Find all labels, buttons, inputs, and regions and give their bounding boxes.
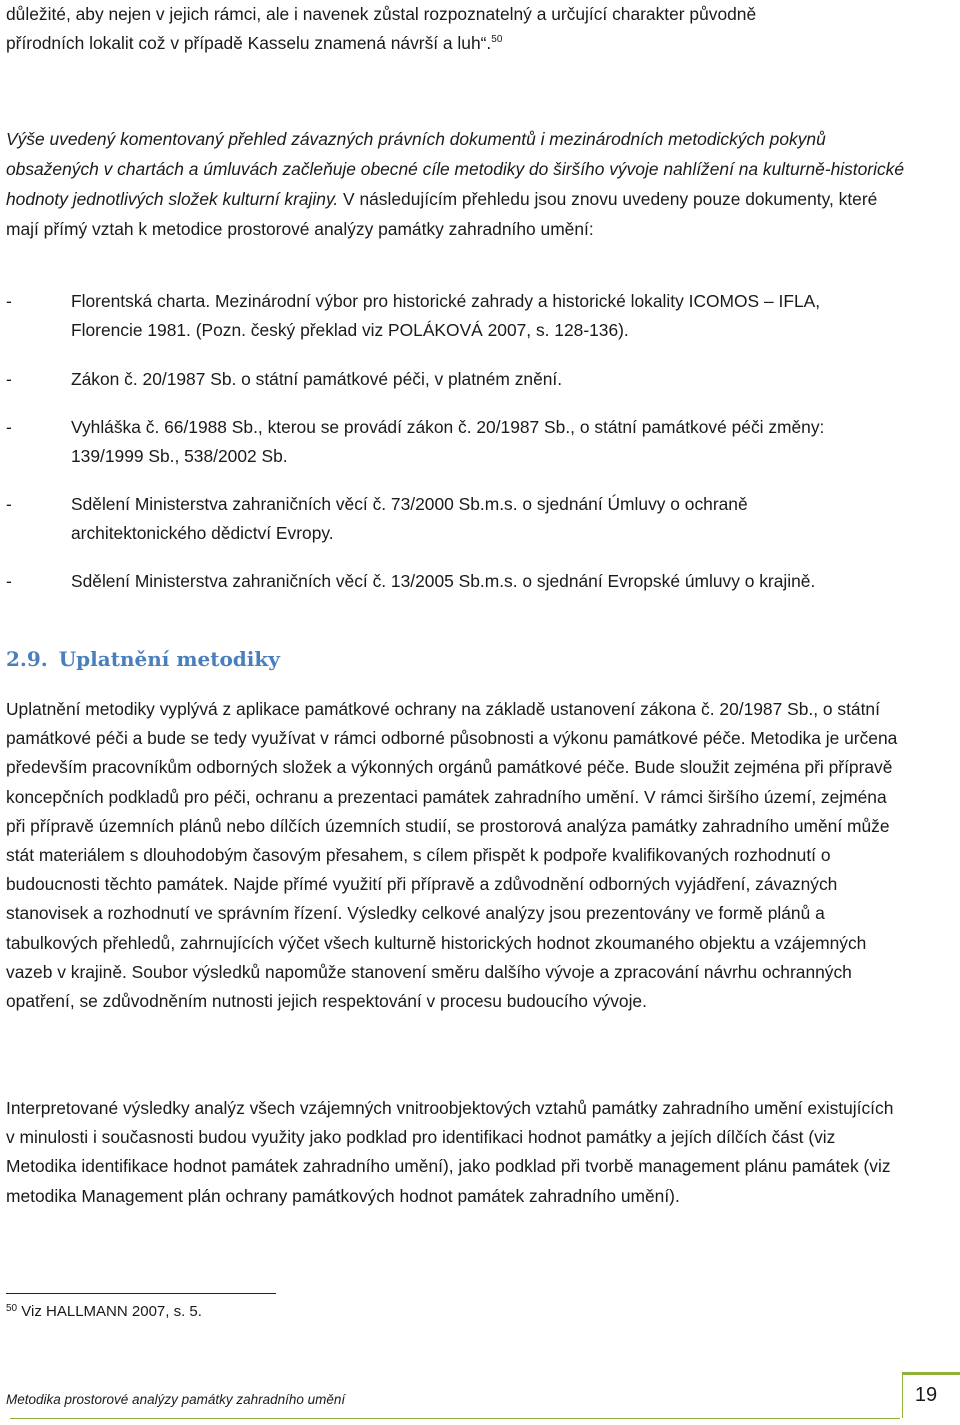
list-item-text: Florentská charta. Mezinárodní výbor pro historické zahrady a historické lokality ICOMOS – IFLA, Florencie 1981. (Pozn. český překlad viz POLÁKOVÁ 2007, s. 128-136). bbox=[71, 291, 821, 341]
list-dash: - bbox=[6, 291, 12, 311]
paragraph-line: důležité, aby nejen v jejich rámci, ale i navenek zůstal rozpoznatelný a určující charakter původně bbox=[6, 4, 757, 24]
paragraph-overview bbox=[6, 124, 906, 244]
list-item-text: Sdělení Ministerstva zahraničních věcí č. 73/2000 Sb.m.s. o sjednání Úmluvy o ochraně architektonického dědictví Evropy. bbox=[71, 494, 748, 544]
footnote-separator bbox=[6, 1293, 276, 1294]
page-number: 19 bbox=[914, 1384, 938, 1406]
footnote bbox=[6, 1300, 202, 1324]
list-item-text: Vyhláška č. 66/1988 Sb., kterou se provádí zákon č. 20/1987 Sb., o státní památkové péči změny: 139/1999 Sb., 538/2002 Sb. bbox=[71, 417, 825, 467]
section-number: 2.9. bbox=[6, 647, 48, 671]
footnote-text: Viz HALLMANN 2007, s. 5. bbox=[17, 1303, 202, 1320]
paragraph-continuation bbox=[6, 0, 906, 58]
paragraph-application: Uplatnění metodiky vyplývá z aplikace památkové ochrany na základě ustanovení zákona č. 20/1987 Sb., o státní památkové péči a bude se tedy využívat v rámci odborné působnosti a výkonu památkové péče. Metodika je určena především pracovníkům odborných složek a výkonných orgánů památkové péče. Bude sloužit zejména při přípravě koncepčních podkladů pro péči, ochranu a prezentaci památek zahradního umění. V rámci širšího území, zejména při přípravě územních plánů nebo dílčích územních studií, se prostorová analýza památky zahradního umění může stát materiálem s dlouhodobým časovým přesahem, s cílem přispět k podpoře kvalifikovaných rozhodnutí o budoucnosti těchto památek. Najde přímé využití při přípravě a zdůvodnění odborných vyjádření, závazných stanovisek a rozhodnutí ve správním řízení. Výsledky celkové analýzy jsou prezentovány ve formě plánů a tabulkových přehledů, zahrnujících výčet všech kulturně historických hodnot zkoumaného objektu a vzájemných vazeb v krajině. Soubor výsledků napomůže stanovení směru dalšího vývoje a zpracování návrhu ochranných opatření, se zdůvodněním nutnosti jejich respektování v procesu budoucího vývoje. bbox=[6, 699, 898, 1012]
footnote-reference[interactable]: 50 bbox=[491, 34, 503, 46]
italic-text: Výše uvedený komentovaný přehled závazných právních dokumentů i mezinárodních metodických pokynů obsažených v chartách a úmluvách začleňuje obecné cíle metodiky do širšího vývoje nahlížení na kulturně-historické hodnoty jednotlivých složek kulturní krajiny. bbox=[6, 129, 905, 209]
footnote-number: 50 bbox=[6, 1303, 18, 1314]
list-item-text: Sdělení Ministerstva zahraničních věcí č. 13/2005 Sb.m.s. o sjednání Evropské úmluvy o krajině. bbox=[71, 571, 816, 591]
paragraph-interpretation: Interpretované výsledky analýz všech vzájemných vnitroobjektových vztahů památky zahradního umění existujících v minulosti i současnosti budou využity jako podklad pro identifikaci hodnot památky a jejích dílčích část (viz Metodika identifikace hodnot památek zahradního umění), jako podklad při tvorbě management plánu památek (viz metodika Management plán ochrany památkových hodnot památek zahradního umění). bbox=[6, 1098, 894, 1206]
paragraph-text: V následujícím přehledu jsou znovu uvedeny pouze dokumenty, které mají přímý vztah k metodice prostorové analýzy památky zahradního umění: bbox=[6, 189, 878, 239]
section-title: Uplatnění metodiky bbox=[58, 647, 280, 671]
footer-title: Metodika prostorové analýzy památky zahradního umění bbox=[6, 1392, 346, 1407]
footer-rule bbox=[10, 1418, 900, 1419]
list-dash: - bbox=[6, 369, 12, 389]
paragraph-line: přírodních lokalit což v případě Kasselu znamená návrší a luh“. bbox=[6, 33, 492, 54]
section-heading bbox=[6, 644, 280, 674]
list-dash: - bbox=[6, 494, 12, 514]
list-dash: - bbox=[6, 417, 12, 437]
list-item-text: Zákon č. 20/1987 Sb. o státní památkové péči, v platném znění. bbox=[71, 369, 563, 389]
list-dash: - bbox=[6, 571, 12, 591]
